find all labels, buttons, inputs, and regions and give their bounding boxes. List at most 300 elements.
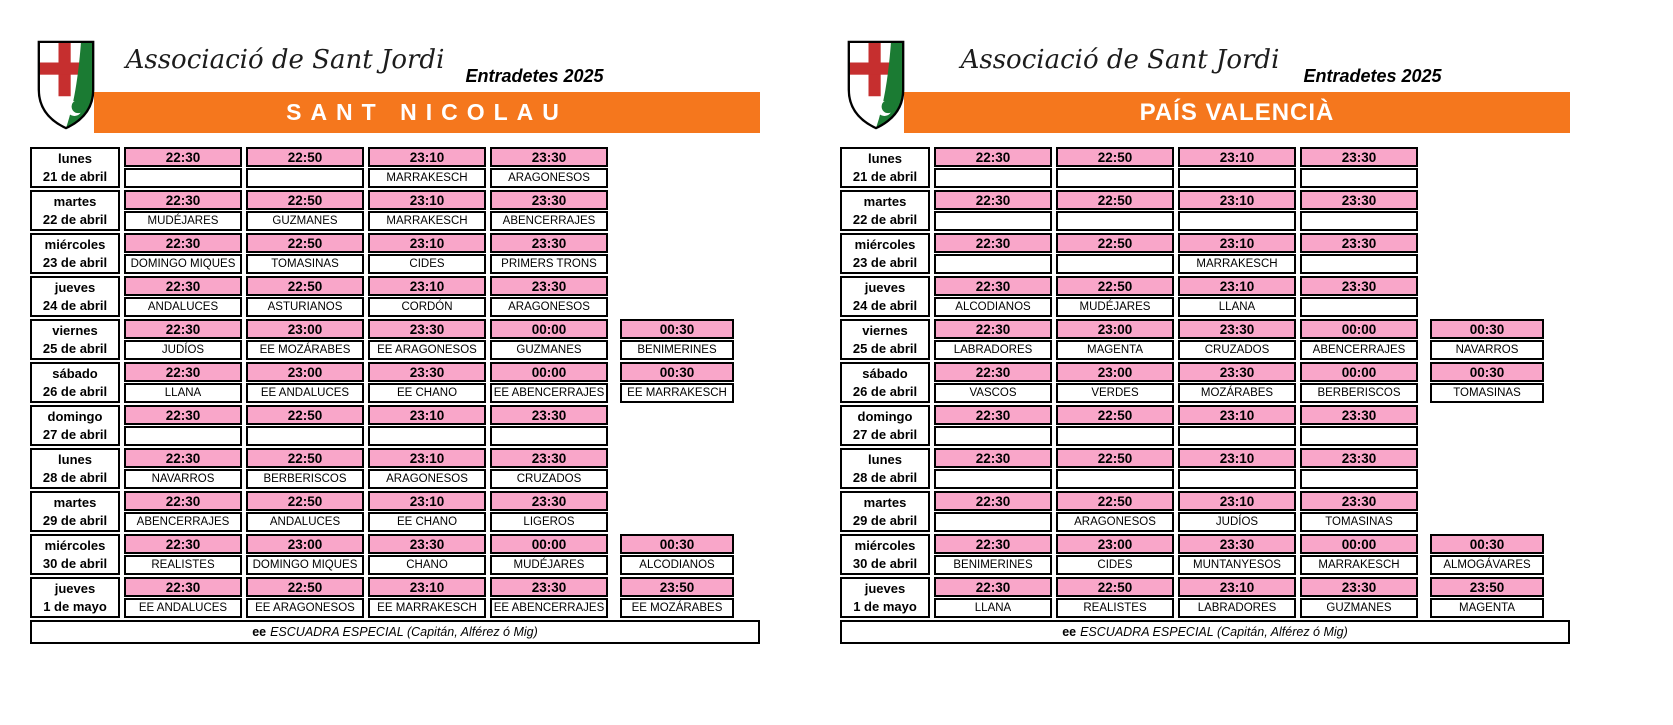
slot-name xyxy=(934,426,1052,446)
time-slot xyxy=(368,577,486,618)
slot-time: 23:00 xyxy=(246,534,364,554)
slot-name xyxy=(1300,168,1418,188)
slot-time: 00:30 xyxy=(620,534,734,554)
slot-time: 23:30 xyxy=(490,190,608,210)
slot-time: 23:10 xyxy=(368,577,486,597)
slot-name: EE ABENCERRAJES xyxy=(490,383,608,403)
slot-time: 23:10 xyxy=(368,147,486,167)
time-slot xyxy=(1056,577,1174,618)
date-label: 26 de abril xyxy=(42,383,108,399)
slot-time: 22:30 xyxy=(124,577,242,597)
time-slot xyxy=(934,190,1052,231)
slot-time: 23:30 xyxy=(1300,577,1418,597)
slot-name xyxy=(490,426,608,446)
schedule-row xyxy=(840,577,1570,618)
slot-time: 23:30 xyxy=(1300,190,1418,210)
date-label: 24 de abril xyxy=(852,297,918,313)
day-cell xyxy=(840,577,930,618)
time-slot xyxy=(490,491,608,532)
slot-time: 23:10 xyxy=(1178,491,1296,511)
time-slot xyxy=(490,190,608,231)
slot-name xyxy=(246,426,364,446)
time-slot xyxy=(934,534,1052,575)
footer-note xyxy=(30,620,760,644)
banner-title: PAÍS VALENCIÀ xyxy=(1139,98,1335,126)
slot-name: LABRADORES xyxy=(934,340,1052,360)
slot-name xyxy=(1178,168,1296,188)
slot-time: 22:50 xyxy=(246,448,364,468)
slot-time: 22:30 xyxy=(124,448,242,468)
slot-time: 00:30 xyxy=(1430,534,1544,554)
time-slot xyxy=(246,448,364,489)
slot-name: MAGENTA xyxy=(1430,598,1544,618)
slot-name xyxy=(246,168,364,188)
slot-time: 23:30 xyxy=(490,276,608,296)
time-slot xyxy=(246,190,364,231)
day-label: martes xyxy=(53,495,97,511)
slot-time: 22:50 xyxy=(246,190,364,210)
schedule-row xyxy=(30,233,760,274)
slot-name: MUDÉJARES xyxy=(1056,297,1174,317)
slot-name: MUDÉJARES xyxy=(124,211,242,231)
association-script-title: Associació de Sant Jordi xyxy=(125,45,445,75)
time-slot xyxy=(246,491,364,532)
board-pais-valencia xyxy=(840,35,1570,685)
slot-name: EE ARAGONESOS xyxy=(368,340,486,360)
slot-name xyxy=(1178,211,1296,231)
slot-name: EE ANDALUCES xyxy=(246,383,364,403)
slot-time: 23:30 xyxy=(490,491,608,511)
slot-time: 23:30 xyxy=(368,319,486,339)
day-label: miércoles xyxy=(44,237,106,253)
day-label: sábado xyxy=(862,366,908,382)
day-label: viernes xyxy=(862,323,908,339)
slot-name: NAVARROS xyxy=(1430,340,1544,360)
time-slot xyxy=(1430,577,1544,618)
slot-time: 23:50 xyxy=(620,577,734,597)
slot-time: 00:00 xyxy=(1300,534,1418,554)
banner xyxy=(904,92,1570,133)
time-slot xyxy=(124,577,242,618)
time-slot xyxy=(1178,276,1296,317)
schedule-row xyxy=(840,362,1570,403)
slot-name: VERDES xyxy=(1056,383,1174,403)
slot-name: TOMASINAS xyxy=(1430,383,1544,403)
slot-time: 23:00 xyxy=(1056,362,1174,382)
day-label: miércoles xyxy=(854,538,916,554)
slot-name xyxy=(934,469,1052,489)
slot-time: 00:00 xyxy=(490,534,608,554)
time-slot xyxy=(124,233,242,274)
time-slot xyxy=(368,362,486,403)
time-slot xyxy=(490,448,608,489)
time-slot xyxy=(934,147,1052,188)
date-label: 22 de abril xyxy=(852,211,918,227)
slot-time: 22:30 xyxy=(934,491,1052,511)
slot-name: BENIMERINES xyxy=(934,555,1052,575)
slot-name: MARRAKESCH xyxy=(368,211,486,231)
slot-name xyxy=(368,426,486,446)
time-slot xyxy=(1056,491,1174,532)
time-slot xyxy=(934,362,1052,403)
slot-time: 22:30 xyxy=(934,190,1052,210)
date-label: 27 de abril xyxy=(42,426,108,442)
event-title: Entradetes 2025 xyxy=(1303,66,1442,86)
time-slot xyxy=(124,147,242,188)
time-slot xyxy=(1178,534,1296,575)
time-slot xyxy=(246,276,364,317)
slot-time: 23:30 xyxy=(1300,405,1418,425)
schedule-rows xyxy=(840,147,1570,618)
time-slot xyxy=(246,233,364,274)
slot-time: 22:50 xyxy=(1056,190,1174,210)
slot-time: 23:30 xyxy=(490,448,608,468)
slot-time: 23:10 xyxy=(368,405,486,425)
slot-time: 23:00 xyxy=(246,362,364,382)
slot-name: EE MOZÁRABES xyxy=(620,598,734,618)
time-slot xyxy=(368,190,486,231)
day-cell xyxy=(30,233,120,274)
date-label: 29 de abril xyxy=(852,512,918,528)
slot-name: ARAGONESOS xyxy=(1056,512,1174,532)
slot-name: MUNTANYESOS xyxy=(1178,555,1296,575)
slot-name xyxy=(1056,426,1174,446)
time-slot xyxy=(1056,534,1174,575)
date-label: 28 de abril xyxy=(852,469,918,485)
footer-note xyxy=(840,620,1570,644)
slot-time: 22:50 xyxy=(1056,405,1174,425)
day-label: domingo xyxy=(857,409,913,425)
sant-jordi-shield-logo xyxy=(36,37,96,133)
slot-time: 23:30 xyxy=(490,405,608,425)
day-cell xyxy=(30,147,120,188)
board-sant-nicolau xyxy=(30,35,760,685)
slot-time: 23:10 xyxy=(368,276,486,296)
date-label: 1 de mayo xyxy=(43,598,107,614)
day-cell xyxy=(840,405,930,446)
time-slot xyxy=(1300,190,1418,231)
slot-name: DOMINGO MIQUES xyxy=(246,555,364,575)
schedule-row xyxy=(840,233,1570,274)
footer-ee-abbrev: ee xyxy=(1062,625,1077,639)
slot-time: 22:50 xyxy=(1056,448,1174,468)
schedule-row xyxy=(30,534,760,575)
day-cell xyxy=(30,577,120,618)
slot-name: EE CHANO xyxy=(368,383,486,403)
time-slot xyxy=(1056,319,1174,360)
time-slot xyxy=(490,147,608,188)
slot-name: ABENCERRAJES xyxy=(124,512,242,532)
slot-time: 22:30 xyxy=(124,534,242,554)
slot-name: BENIMERINES xyxy=(620,340,734,360)
slot-time: 23:10 xyxy=(1178,405,1296,425)
slot-time: 23:30 xyxy=(1300,276,1418,296)
date-label: 23 de abril xyxy=(852,254,918,270)
time-slot xyxy=(1178,577,1296,618)
schedule-rows xyxy=(30,147,760,618)
day-cell xyxy=(840,319,930,360)
slot-time: 23:10 xyxy=(1178,233,1296,253)
time-slot xyxy=(934,319,1052,360)
time-slot xyxy=(246,147,364,188)
time-slot xyxy=(490,577,608,618)
slot-time: 23:00 xyxy=(1056,534,1174,554)
day-cell xyxy=(30,362,120,403)
time-slot xyxy=(246,577,364,618)
slot-name: EE CHANO xyxy=(368,512,486,532)
slot-name: TOMASINAS xyxy=(246,254,364,274)
slot-time: 22:30 xyxy=(934,448,1052,468)
slot-time: 22:50 xyxy=(1056,577,1174,597)
slot-name: REALISTES xyxy=(1056,598,1174,618)
slot-time: 00:30 xyxy=(1430,319,1544,339)
slot-time: 23:10 xyxy=(1178,448,1296,468)
day-cell xyxy=(840,147,930,188)
slot-name xyxy=(124,168,242,188)
date-label: 29 de abril xyxy=(42,512,108,528)
schedule-row xyxy=(840,276,1570,317)
slot-name xyxy=(934,254,1052,274)
time-slot xyxy=(934,233,1052,274)
day-cell xyxy=(840,491,930,532)
time-slot xyxy=(1300,233,1418,274)
slot-time: 23:30 xyxy=(368,362,486,382)
slot-time: 22:30 xyxy=(934,276,1052,296)
slot-name: TOMASINAS xyxy=(1300,512,1418,532)
time-slot xyxy=(1300,147,1418,188)
day-cell xyxy=(840,448,930,489)
slot-name: MARRAKESCH xyxy=(1300,555,1418,575)
time-slot xyxy=(1056,233,1174,274)
slot-time: 23:30 xyxy=(490,233,608,253)
schedule-row xyxy=(840,190,1570,231)
day-label: miércoles xyxy=(854,237,916,253)
day-label: lunes xyxy=(58,452,92,468)
association-script-title: Associació de Sant Jordi xyxy=(960,45,1280,75)
slot-name xyxy=(1300,426,1418,446)
date-label: 28 de abril xyxy=(42,469,108,485)
time-slot xyxy=(246,319,364,360)
slot-name: LLANA xyxy=(124,383,242,403)
time-slot xyxy=(124,362,242,403)
slot-time: 23:30 xyxy=(490,577,608,597)
day-label: jueves xyxy=(54,581,96,597)
slot-name: ABENCERRAJES xyxy=(490,211,608,231)
time-slot xyxy=(1300,276,1418,317)
time-slot xyxy=(368,233,486,274)
slot-name: ALCODIANOS xyxy=(620,555,734,575)
slot-time: 00:00 xyxy=(490,362,608,382)
time-slot xyxy=(1056,448,1174,489)
slot-time: 23:10 xyxy=(1178,147,1296,167)
slot-time: 22:30 xyxy=(124,147,242,167)
slot-name: PRIMERS TRONS xyxy=(490,254,608,274)
slot-time: 23:30 xyxy=(1300,147,1418,167)
date-label: 30 de abril xyxy=(852,555,918,571)
slot-time: 23:50 xyxy=(1430,577,1544,597)
time-slot xyxy=(1178,491,1296,532)
slot-time: 23:30 xyxy=(1300,448,1418,468)
time-slot xyxy=(620,577,734,618)
slot-time: 22:30 xyxy=(124,233,242,253)
slot-name: CRUZADOS xyxy=(1178,340,1296,360)
slot-name: GUZMANES xyxy=(1300,598,1418,618)
date-label: 1 de mayo xyxy=(853,598,917,614)
slot-name: GUZMANES xyxy=(246,211,364,231)
schedule-row xyxy=(30,405,760,446)
schedule-row xyxy=(30,319,760,360)
slot-name: ARAGONESOS xyxy=(490,168,608,188)
day-label: domingo xyxy=(47,409,103,425)
slot-name xyxy=(1056,254,1174,274)
date-label: 25 de abril xyxy=(852,340,918,356)
day-label: lunes xyxy=(868,151,902,167)
slot-time: 22:50 xyxy=(1056,491,1174,511)
day-label: jueves xyxy=(864,280,906,296)
date-label: 21 de abril xyxy=(42,168,108,184)
time-slot xyxy=(1056,405,1174,446)
slot-name: ANDALUCES xyxy=(124,297,242,317)
schedule-row xyxy=(30,190,760,231)
day-label: sábado xyxy=(52,366,98,382)
slot-time: 23:00 xyxy=(246,319,364,339)
time-slot xyxy=(934,577,1052,618)
slot-name: ALCODIANOS xyxy=(934,297,1052,317)
slot-name: DOMINGO MIQUES xyxy=(124,254,242,274)
time-slot xyxy=(1300,448,1418,489)
time-slot xyxy=(124,534,242,575)
slot-time: 22:30 xyxy=(124,276,242,296)
schedule-table xyxy=(840,147,1570,644)
slot-name: JUDÍOS xyxy=(124,340,242,360)
time-slot xyxy=(1056,147,1174,188)
day-cell xyxy=(840,233,930,274)
slot-name: LABRADORES xyxy=(1178,598,1296,618)
day-label: jueves xyxy=(864,581,906,597)
slot-name: ABENCERRAJES xyxy=(1300,340,1418,360)
slot-name: LLANA xyxy=(1178,297,1296,317)
slot-time: 22:30 xyxy=(124,362,242,382)
time-slot xyxy=(934,448,1052,489)
day-label: martes xyxy=(863,194,907,210)
slot-name xyxy=(1300,469,1418,489)
time-slot xyxy=(934,276,1052,317)
time-slot xyxy=(934,491,1052,532)
day-cell xyxy=(30,405,120,446)
time-slot xyxy=(1430,319,1544,360)
slot-name: EE MARRAKESCH xyxy=(368,598,486,618)
slot-time: 23:10 xyxy=(368,233,486,253)
schedule-row xyxy=(840,491,1570,532)
time-slot xyxy=(368,276,486,317)
schedule-row xyxy=(840,534,1570,575)
time-slot xyxy=(490,405,608,446)
time-slot xyxy=(1056,276,1174,317)
time-slot xyxy=(1300,491,1418,532)
day-label: miércoles xyxy=(44,538,106,554)
date-label: 23 de abril xyxy=(42,254,108,270)
slot-time: 22:30 xyxy=(934,362,1052,382)
date-label: 25 de abril xyxy=(42,340,108,356)
time-slot xyxy=(620,362,734,403)
day-cell xyxy=(30,448,120,489)
time-slot xyxy=(124,190,242,231)
slot-time: 22:50 xyxy=(246,276,364,296)
footer-ee-abbrev: ee xyxy=(252,625,267,639)
time-slot xyxy=(246,534,364,575)
time-slot xyxy=(124,276,242,317)
schedule-row xyxy=(840,405,1570,446)
slot-time: 00:00 xyxy=(490,319,608,339)
time-slot xyxy=(1300,405,1418,446)
day-label: jueves xyxy=(54,280,96,296)
slot-time: 00:30 xyxy=(620,319,734,339)
footer-text: ESCUADRA ESPECIAL (Capitán, Alférez ó Mig) xyxy=(270,625,538,639)
slot-name: EE MARRAKESCH xyxy=(620,383,734,403)
slot-name: ALMOGÁVARES xyxy=(1430,555,1544,575)
time-slot xyxy=(124,448,242,489)
time-slot xyxy=(124,319,242,360)
slot-time: 22:30 xyxy=(934,147,1052,167)
time-slot xyxy=(1178,233,1296,274)
slot-name xyxy=(934,168,1052,188)
slot-name xyxy=(1178,469,1296,489)
slot-time: 23:30 xyxy=(1178,534,1296,554)
time-slot xyxy=(1430,362,1544,403)
date-label: 26 de abril xyxy=(852,383,918,399)
slot-name xyxy=(124,426,242,446)
schedule-row xyxy=(30,577,760,618)
day-cell xyxy=(840,190,930,231)
slot-time: 00:00 xyxy=(1300,362,1418,382)
time-slot xyxy=(1430,534,1544,575)
time-slot xyxy=(934,405,1052,446)
schedule-row xyxy=(30,276,760,317)
slot-name: ASTURIANOS xyxy=(246,297,364,317)
slot-time: 23:30 xyxy=(1178,319,1296,339)
slot-time: 23:10 xyxy=(1178,276,1296,296)
slot-name: EE ABENCERRAJES xyxy=(490,598,608,618)
slot-name: CRUZADOS xyxy=(490,469,608,489)
time-slot xyxy=(1178,405,1296,446)
slot-name xyxy=(1300,211,1418,231)
slot-name: MUDÉJARES xyxy=(490,555,608,575)
time-slot xyxy=(368,491,486,532)
day-cell xyxy=(840,362,930,403)
slot-time: 22:50 xyxy=(1056,276,1174,296)
time-slot xyxy=(246,362,364,403)
schedule-row xyxy=(30,147,760,188)
day-label: viernes xyxy=(52,323,98,339)
slot-name: ARAGONESOS xyxy=(490,297,608,317)
time-slot xyxy=(490,319,608,360)
slot-time: 00:30 xyxy=(620,362,734,382)
time-slot xyxy=(124,491,242,532)
slot-time: 23:30 xyxy=(1300,491,1418,511)
day-cell xyxy=(840,534,930,575)
slot-name: NAVARROS xyxy=(124,469,242,489)
slot-time: 00:00 xyxy=(1300,319,1418,339)
slot-name: CORDÓN xyxy=(368,297,486,317)
date-label: 30 de abril xyxy=(42,555,108,571)
date-label: 22 de abril xyxy=(42,211,108,227)
time-slot xyxy=(1178,190,1296,231)
time-slot xyxy=(368,448,486,489)
slot-name xyxy=(1056,211,1174,231)
slot-time: 22:50 xyxy=(1056,233,1174,253)
slot-name: JUDÍOS xyxy=(1178,512,1296,532)
slot-time: 22:30 xyxy=(124,190,242,210)
